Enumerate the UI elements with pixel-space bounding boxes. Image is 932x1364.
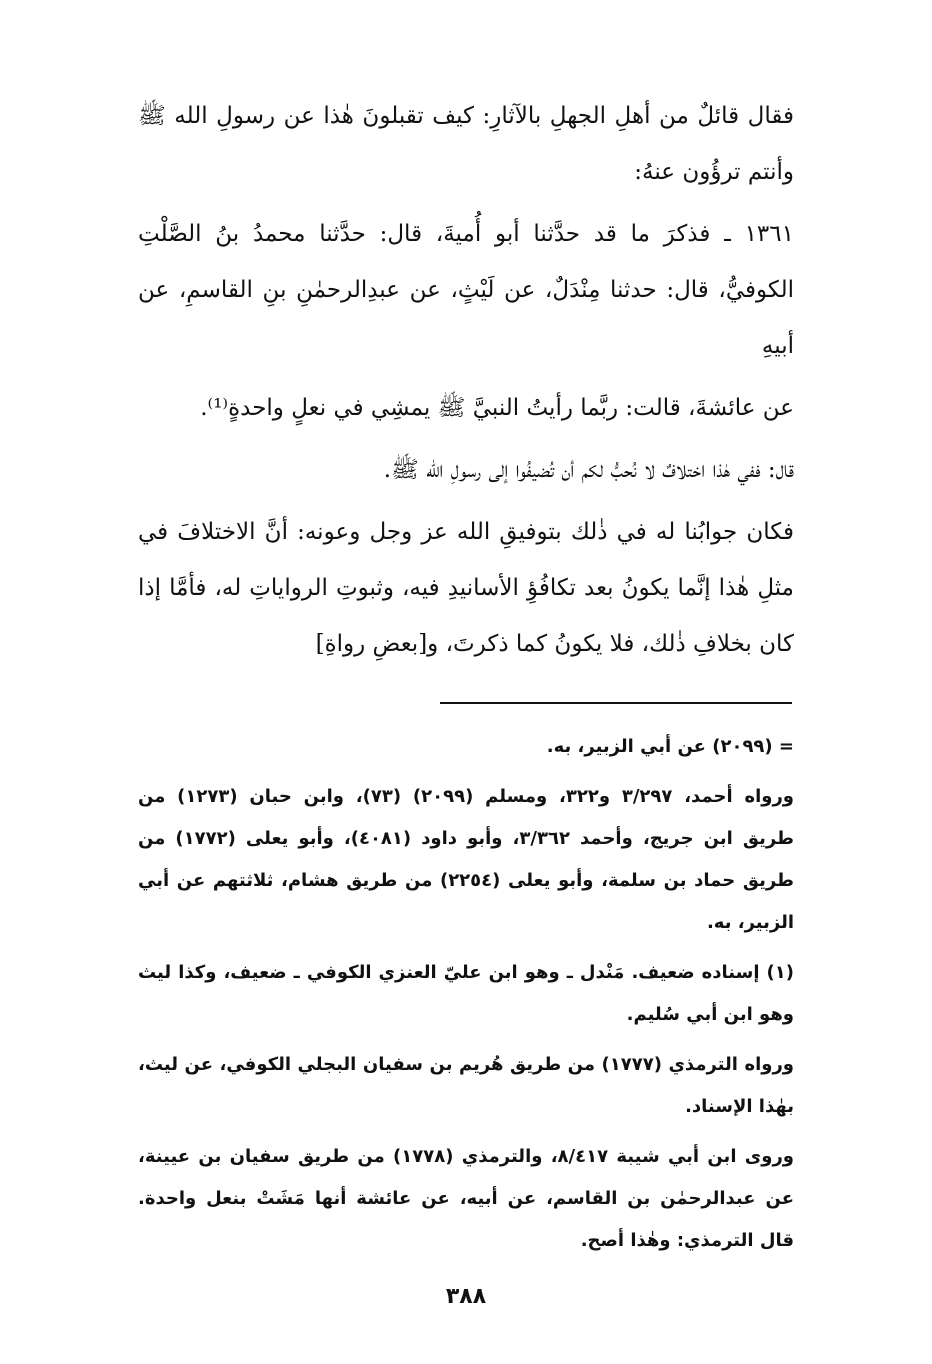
- page-number: ٣٨٨: [445, 1284, 487, 1309]
- main-text: [138, 88, 794, 672]
- footnotes: [138, 726, 794, 1262]
- footnote-line: ورواه الترمذي (١٧٧٧) من طريق هُريم بن سفيان البجلي الكوفي، عن ليث، بهٰذا الإسناد.: [138, 1054, 794, 1117]
- hadith-1361-matn: عن عائشةَ، قالت: ربَّما رأيتُ النبيَّ ﷺ يمشِي في نعلٍ واحدةٍ⁽¹⁾.: [200, 395, 794, 421]
- paragraph-objection: فقال قائلٌ من أهلِ الجهلِ بالآثارِ: كيف تقبلونَ هٰذا عن رسولِ الله ﷺ وأنتم ترؤُون عنهُ:: [138, 103, 794, 185]
- footnote-divider: [440, 702, 792, 704]
- hadith-1361-isnad: ١٣٦١ ـ فذكرَ ما قد حدَّثنا أبو أُميةَ، قال: حدَّثنا محمدُ بنُ الصَّلْتِ الكوفيُّ، قال: حدثنا مِنْدَلٌ، عن لَيْثٍ، عن عبدِالرحمٰنِ بنِ القاسمِ، عن أبيهِ: [138, 221, 794, 359]
- paragraph-answer: فكان جوابُنا له في ذٰلك بتوفيقِ الله عز وجل وعونه: أنَّ الاختلافَ في مثلِ هٰذا إنَّما يكونُ بعد تكافُؤِ الأسانيدِ فيه، وثبوتِ الرواياتِ له، فأمَّا إذا كان بخلافِ ذٰلك، فلا يكونُ كما ذكرتَ، و[بعضِ رواةِ]: [138, 519, 794, 657]
- footnote-line: وروى ابن أبي شيبة ٨/٤١٧، والترمذي (١٧٧٨) من طريق سفيان بن عيينة، عن عبدالرحمٰن بن القاسم، عن أبيه، عن عائشة أنها مَشَتْ بنعل واحدة. قال الترمذي: وهٰذا أصح.: [138, 1146, 794, 1251]
- footnote-continuation: = (٢٠٩٩) عن أبي الزبير، به.: [546, 736, 794, 757]
- paragraph-objection-continued: قال: ففي هٰذا اختلافٌ لا نُحبُّ لكم أن تُضيفُوا إلى رسولِ الله ﷺ.: [383, 457, 794, 483]
- footnote-line: ورواه أحمد، ٣/٢٩٧ و٣٢٢، ومسلم (٢٠٩٩) (٧٣)، وابن حبان (١٢٧٣) من طريق ابن جريج، وأحمد ٣/٣٦٢، وأبو داود (٤٠٨١)، وأبو يعلى (١٧٧٢) من طريق حماد بن سلمة، وأبو يعلى (٢٢٥٤) من طريق هشام، ثلاثتهم عن أبي الزبير، به.: [138, 786, 794, 933]
- footnote-1: (١) إسناده ضعيف. مَنْدل ـ وهو ابن عليّ العنزي الكوفي ـ ضعيف، وكذا ليث وهو ابن أبي سُليم.: [138, 962, 794, 1025]
